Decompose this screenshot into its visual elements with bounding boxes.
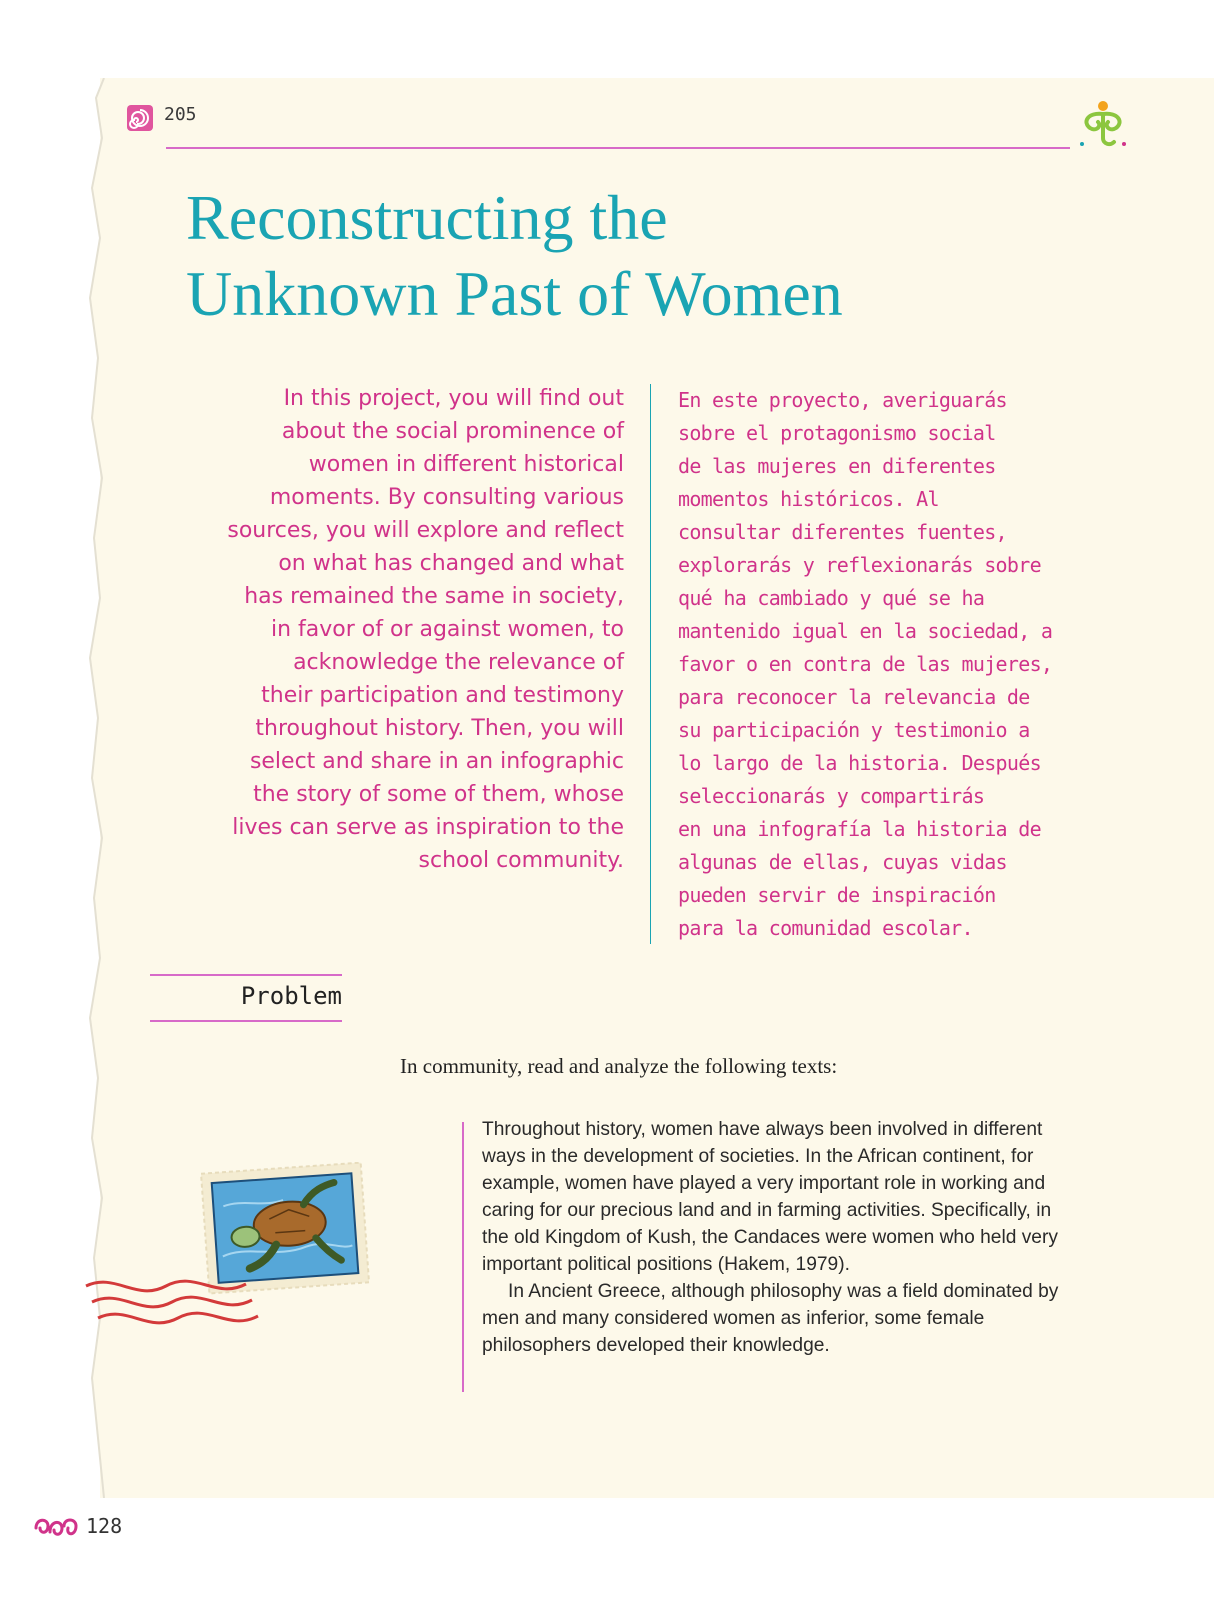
- reading-paragraph-2: In Ancient Greece, although philosophy was a field dominated by men and many considered women as inferior, some female philosophers developed their knowledge.: [482, 1281, 1059, 1356]
- intro-es-line: sobre el protagonismo social: [678, 421, 996, 445]
- spiral-glyph-icon: [126, 104, 154, 132]
- intro-en-line: women in different historical: [308, 452, 624, 477]
- intro-en-line: select and share in an infographic: [249, 749, 624, 774]
- column-divider: [650, 384, 651, 944]
- intro-es-line: en una infografía la historia de: [678, 817, 1041, 841]
- sprout-figure-icon: [1078, 98, 1128, 152]
- header-rule: [166, 147, 1070, 149]
- intro-en-line: moments. By consulting various: [269, 485, 624, 510]
- decorative-glyph-icon: [32, 1514, 78, 1540]
- intro-es-line: pueden servir de inspiración: [678, 883, 996, 907]
- intro-es-line: para reconocer la relevancia de: [678, 685, 1030, 709]
- intro-es-line: seleccionarás y compartirás: [678, 784, 985, 808]
- intro-es-line: algunas de ellas, cuyas vidas: [678, 850, 1007, 874]
- intro-es-line: lo largo de la historia. Después: [678, 751, 1041, 775]
- reading-paragraph-1: Throughout history, women have always been involved in different ways in the development of societies. In the African continent, for example, women have played a very important role in working and caring for our precious land and in farming activities. Specifically, in the old Kingdom of Kush, the Candaces were women who held very important political positions (Hakem, 1979).: [482, 1119, 1058, 1275]
- intro-es-line: momentos históricos. Al: [678, 487, 939, 511]
- intro-en-line: about the social prominence of: [281, 419, 624, 444]
- intro-es-line: qué ha cambiado y qué se ha: [678, 586, 985, 610]
- intro-en-line: lives can serve as inspiration to the: [232, 815, 624, 840]
- instruction-text: In community, read and analyze the following texts:: [400, 1054, 838, 1078]
- page-title: [186, 180, 843, 332]
- project-number: 205: [164, 104, 197, 125]
- intro-es-line: mantenido igual en la sociedad, a: [678, 619, 1053, 643]
- intro-es-line: explorarás y reflexionarás sobre: [678, 553, 1041, 577]
- intro-en-line: their participation and testimony: [261, 683, 624, 708]
- section-rule-bottom: [150, 1020, 342, 1022]
- intro-en-line: school community.: [418, 848, 624, 873]
- intro-english: [200, 382, 624, 877]
- intro-es-line: En este proyecto, averiguarás: [678, 388, 1007, 412]
- section-rule-top: [150, 974, 342, 976]
- page-number: 128: [86, 1514, 123, 1538]
- intro-es-line: para la comunidad escolar.: [678, 916, 973, 940]
- intro-en-line: the story of some of them, whose: [253, 782, 624, 807]
- title-line-1: Reconstructing the: [186, 182, 668, 253]
- intro-en-line: has remained the same in society,: [244, 584, 624, 609]
- reading-passage: [482, 1116, 1062, 1359]
- title-line-2: Unknown Past of Women: [186, 258, 843, 329]
- intro-es-line: su participación y testimonio a: [678, 718, 1030, 742]
- intro-en-line: on what has changed and what: [278, 551, 624, 576]
- intro-en-line: throughout history. Then, you will: [255, 716, 624, 741]
- intro-es-line: de las mujeres en diferentes: [678, 454, 996, 478]
- intro-en-line: acknowledge the relevance of: [293, 650, 624, 675]
- sea-turtle-stamp-icon: [76, 1162, 396, 1362]
- intro-en-line: in favor of or against women, to: [271, 617, 624, 642]
- intro-en-line: sources, you will explore and reflect: [227, 518, 624, 543]
- intro-en-line: In this project, you will find out: [283, 386, 624, 411]
- intro-es-line: favor o en contra de las mujeres,: [678, 652, 1053, 676]
- section-heading-problem: Problem: [240, 982, 342, 1010]
- intro-es-line: consultar diferentes fuentes,: [678, 520, 1007, 544]
- quote-rule: [462, 1122, 464, 1392]
- intro-spanish: [678, 384, 1078, 945]
